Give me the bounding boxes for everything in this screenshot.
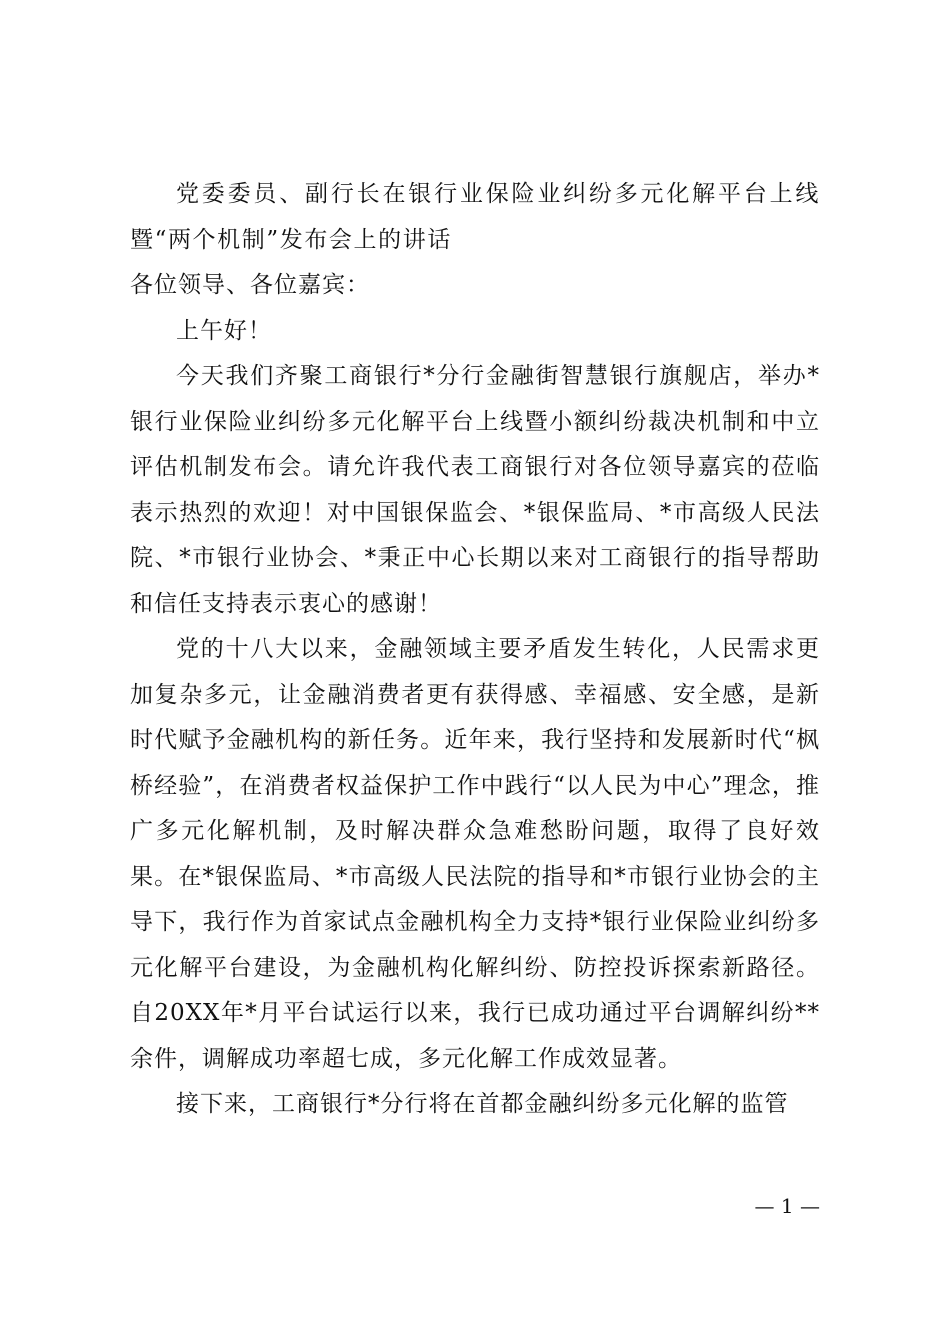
page-number: — 1 —	[754, 1194, 820, 1218]
document-body	[130, 172, 820, 1128]
paragraph-welcome: 今天我们齐聚工商银行*分行金融街智慧银行旗舰店，举办*银行业保险业纠纷多元化解平台上线暨小额纠纷裁决机制和中立评估机制发布会。请允许我代表工商银行对各位领导嘉宾的莅临表示热烈的欢迎！对中国银保监会、*银保监局、*市高级人民法院、*市银行业协会、*秉正中心长期以来对工商银行的指导帮助和信任支持表示衷心的感谢！	[130, 363, 820, 617]
paragraph-background: 党的十八大以来，金融领域主要矛盾发生转化，人民需求更加复杂多元，让金融消费者更有获得感、幸福感、安全感，是新时代赋予金融机构的新任务。近年来，我行坚持和发展新时代“枫桥经验”，在消费者权益保护工作中践行“以人民为中心”理念，推广多元化解机制，及时解决群众急难愁盼问题，取得了良好效果。在*银保监局、*市高级人民法院的指导和*市银行业协会的主导下，我行作为首家试点金融机构全力支持*银行业保险业纠纷多元化解平台建设，为金融机构化解纠纷、防控投诉探索新路径。自20XX年*月平台试运行以来，我行已成功通过平台调解纠纷**余件，调解成功率超七成，多元化解工作成效显著。	[130, 636, 820, 1072]
salutation: 各位领导、各位嘉宾：	[130, 272, 370, 298]
greeting: 上午好！	[176, 317, 272, 344]
paragraph-next-steps: 接下来，工商银行*分行将在首都金融纠纷多元化解的监管	[176, 1091, 789, 1117]
speech-title: 党委委员、副行长在银行业保险业纠纷多元化解平台上线暨“两个机制”发布会上的讲话	[130, 181, 820, 253]
